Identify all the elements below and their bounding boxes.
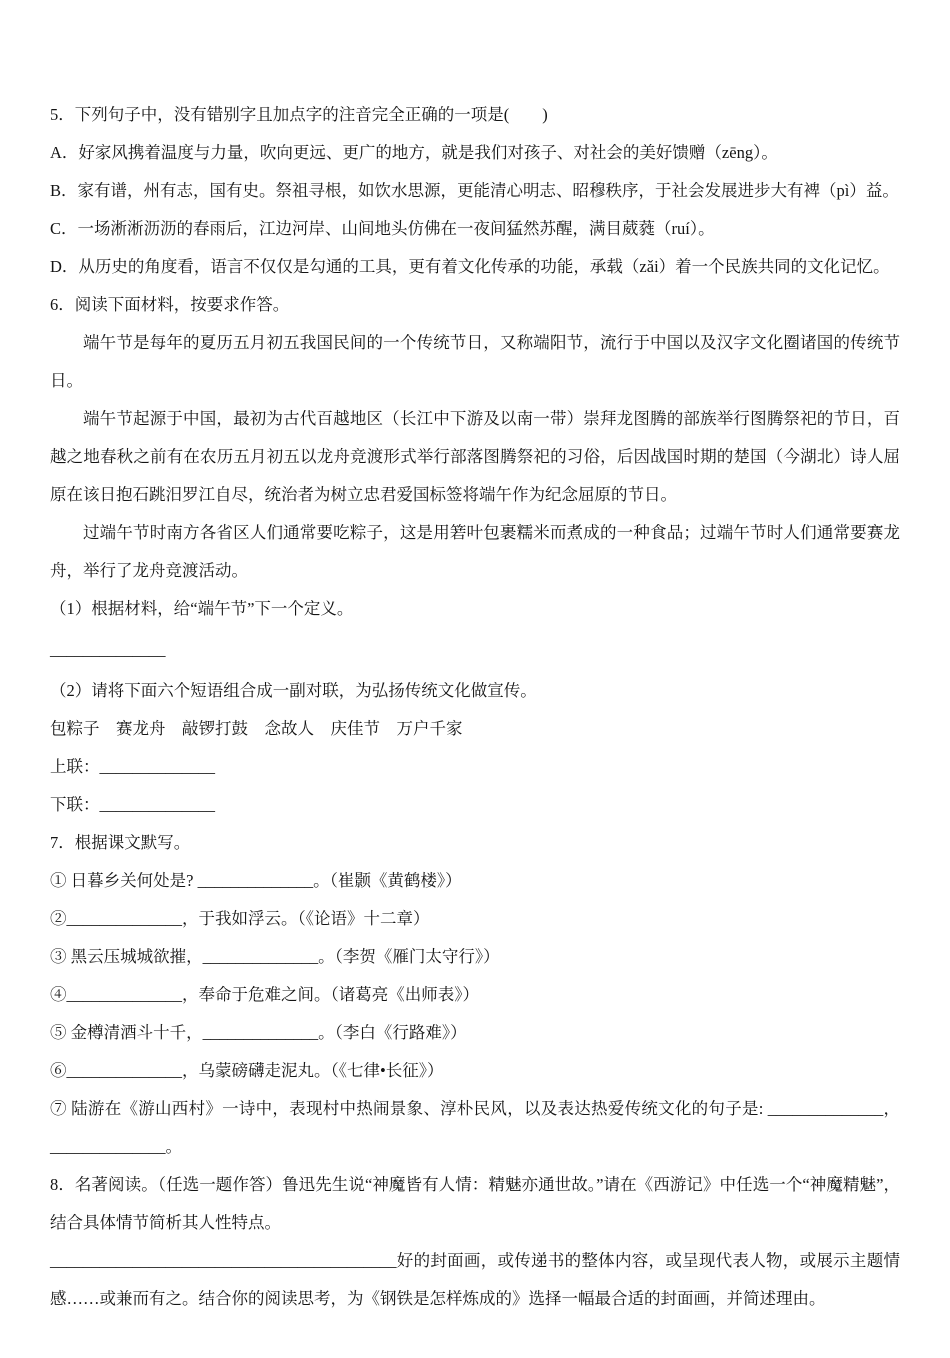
q6-material-para-1: 端午节是每年的夏历五月初五我国民间的一个传统节日，又称端阳节，流行于中国以及汉字文化圈诸国的传统节日。 bbox=[50, 333, 900, 390]
q6-phrase-list: 包粽子 赛龙舟 敲锣打鼓 念故人 庆佳节 万户千家 bbox=[50, 719, 463, 738]
q8-part-1: 8．名著阅读。（任选一题作答）鲁迅先生说“神魔皆有人情：精魅亦通世故。”请在《西游记》中任选一个“神魔精魅”，结合具体情节简析其人性特点。 bbox=[50, 1175, 900, 1232]
q7-item-3: ③ 黑云压城城欲摧，______________。（李贺《雁门太守行》） bbox=[50, 947, 500, 966]
question-6 bbox=[50, 286, 900, 824]
question-7 bbox=[50, 824, 900, 1166]
q7-item-4: ④______________，奉命于危难之间。（诸葛亮《出师表》） bbox=[50, 985, 479, 1004]
q8-part-2: __________________________________________好的封面画，或传递书的整体内容，或呈现代表人物，或展示主题情感……或兼而有之。结合你的阅读思考，为《钢铁是怎样炼成的》选择一幅最合适的封面画，并简述理由。 bbox=[50, 1251, 900, 1308]
q7-item-2: ②______________，于我如浮云。（《论语》十二章） bbox=[50, 909, 430, 928]
question-5 bbox=[50, 96, 900, 286]
q7-item-1: ① 日暮乡关何处是? ______________。（崔颢《黄鹤楼》） bbox=[50, 871, 462, 890]
question-8 bbox=[50, 1166, 900, 1318]
q6-material-para-3: 过端午节时南方各省区人们通常要吃粽子，这是用箬叶包裹糯米而煮成的一种食品；过端午节时人们通常要赛龙舟，举行了龙舟竞渡活动。 bbox=[50, 523, 900, 580]
q6-material-para-2: 端午节起源于中国，最初为古代百越地区（长江中下游及以南一带）崇拜龙图腾的部族举行图腾祭祀的节日，百越之地春秋之前有在农历五月初五以龙舟竞渡形式举行部落图腾祭祀的习俗，后因战国时期的楚国（今湖北）诗人屈原在该日抱石跳汨罗江自尽，统治者为树立忠君爱国标签将端午作为纪念屈原的节日。 bbox=[50, 409, 900, 504]
q6-lower-couplet: 下联：______________ bbox=[50, 795, 215, 814]
q6-subquestion-2: （2）请将下面六个短语组合成一副对联，为弘扬传统文化做宣传。 bbox=[50, 681, 537, 700]
exam-document bbox=[50, 96, 900, 1318]
q6-answer-blank: ______________ bbox=[50, 640, 166, 659]
q7-item-6: ⑥______________，乌蒙磅礴走泥丸。（《七律•长征》） bbox=[50, 1061, 444, 1080]
q6-subquestion-1: （1）根据材料，给“端午节”下一个定义。 bbox=[50, 599, 354, 618]
q5-option-c: C．一场淅淅沥沥的春雨后，江边河岸、山间地头仿佛在一夜间猛然苏醒，满目葳蕤（ruí）。 bbox=[50, 219, 715, 238]
q5-option-a: A．好家风携着温度与力量，吹向更远、更广的地方，就是我们对孩子、对社会的美好馈赠（zēng）。 bbox=[50, 143, 778, 162]
q7-item-5: ⑤ 金樽清酒斗十千，______________。（李白《行路难》） bbox=[50, 1023, 467, 1042]
q5-option-d: D．从历史的角度看，语言不仅仅是勾通的工具，更有着文化传承的功能，承载（zǎi）着一个民族共同的文化记忆。 bbox=[50, 257, 890, 276]
q5-option-b: B．家有谱，州有志，国有史。祭祖寻根，如饮水思源，更能清心明志、昭穆秩序，于社会发展进步大有裨（pì）益。 bbox=[50, 181, 899, 200]
q5-stem: 5．下列句子中，没有错别字且加点字的注音完全正确的一项是( ) bbox=[50, 105, 548, 124]
q6-upper-couplet: 上联：______________ bbox=[50, 757, 215, 776]
q7-item-7: ⑦ 陆游在《游山西村》一诗中，表现村中热闹景象、淳朴民风，以及表达热爱传统文化的句子是: ______________，______________。 bbox=[50, 1099, 900, 1156]
q6-stem: 6．阅读下面材料，按要求作答。 bbox=[50, 295, 290, 314]
q7-stem: 7．根据课文默写。 bbox=[50, 833, 191, 852]
